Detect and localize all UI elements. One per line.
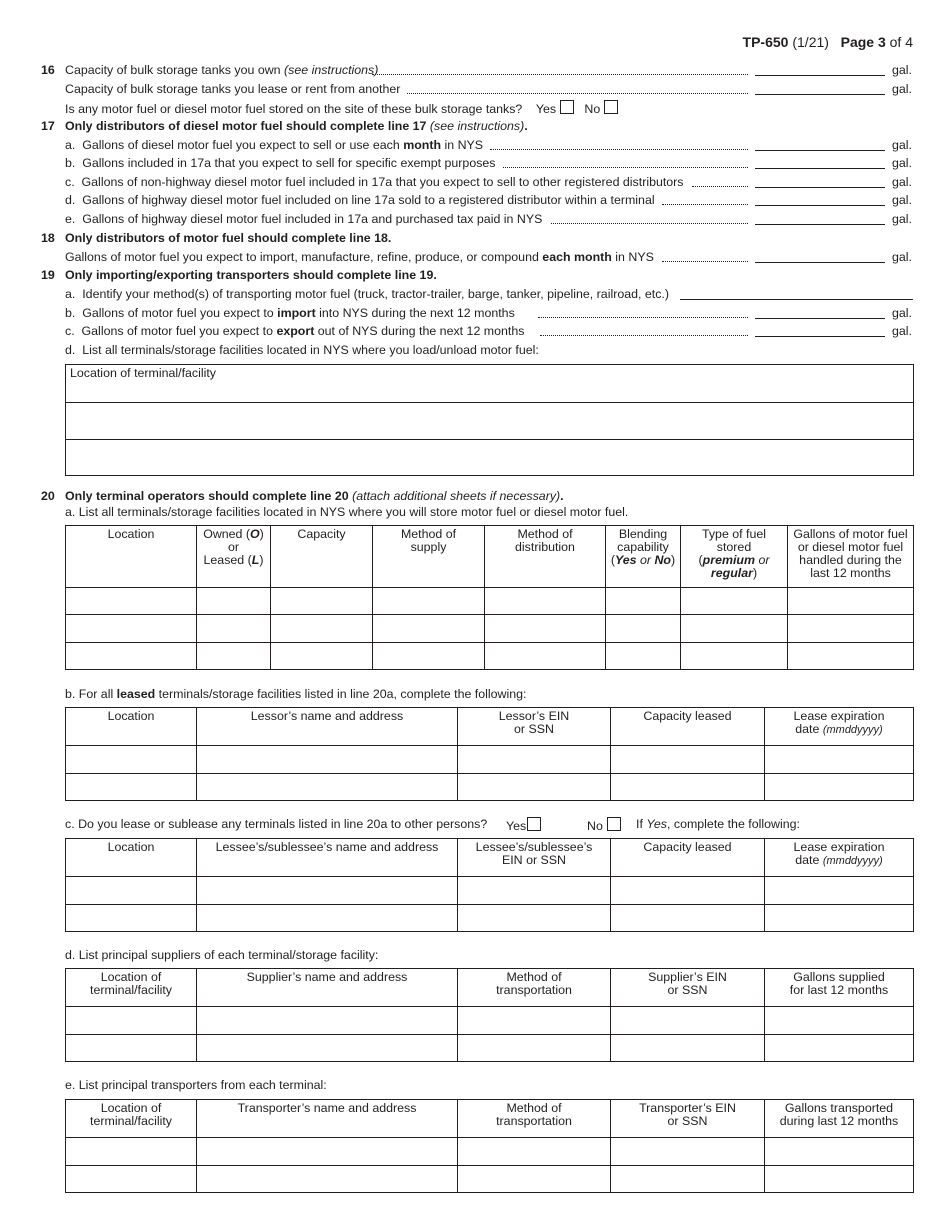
dot-leader	[407, 93, 748, 94]
line-20-heading: Only terminal operators should complete line 20 (attach additional sheets if necessary).	[65, 489, 564, 503]
yes-checkbox[interactable]	[560, 100, 574, 114]
line-16-own	[0, 63, 950, 81]
table-row[interactable]	[66, 588, 914, 615]
table-row[interactable]	[66, 615, 914, 643]
sublease-yes: Yes	[506, 817, 541, 833]
line-16-lease	[0, 82, 950, 100]
stored-question: Is any motor fuel or diesel motor fuel stored on the site of these bulk storage tanks? Yes No	[65, 100, 618, 116]
col-capacity: Capacity	[297, 527, 346, 541]
no-checkbox[interactable]	[607, 817, 621, 831]
col-location: Location	[107, 527, 155, 541]
line-19b-label: b. Gallons of motor fuel you expect to import into NYS during the next 12 months	[65, 306, 515, 320]
col-gallons: Gallons of motor fuel or diesel motor fuel handled during the last 12 months	[793, 527, 908, 580]
transporters-table	[65, 1099, 914, 1193]
col-supplier-name: Supplier’s name and address	[246, 970, 408, 984]
line-19a-label: a. Identify your method(s) of transporting motor fuel (truck, tractor-trailer, barge, tanker, pipeline, railroad, etc.)	[65, 287, 669, 301]
col-lease-expiration: Lease expiration date (mmddyyyy)	[793, 709, 885, 736]
unit-label: gal.	[892, 82, 912, 96]
line-20e	[0, 1078, 950, 1096]
dot-leader	[538, 317, 748, 318]
unit-label: gal.	[892, 175, 912, 189]
line-17c-label: c. Gallons of non-highway diesel motor fuel included in 17a that you expect to sell to other registered distributors	[65, 175, 684, 189]
line-20a-label: a. List all terminals/storage facilities located in NYS where you will store motor fuel or diesel motor fuel.	[65, 505, 629, 519]
line-16-own-label: Capacity of bulk storage tanks you own (see instructions)	[65, 63, 379, 77]
table-row[interactable]	[66, 1138, 914, 1166]
form-number: TP-650	[742, 34, 789, 50]
col-owned-leased: Owned (O) or Leased (L)	[203, 527, 264, 567]
table-header-row	[66, 969, 914, 1007]
line-19a	[0, 287, 950, 305]
line-17b-field[interactable]	[755, 168, 885, 169]
col-transporter-name: Transporter’s name and address	[237, 1101, 417, 1115]
table-row[interactable]	[66, 905, 914, 932]
lessee-table	[65, 838, 914, 932]
line-17e-label: e. Gallons of highway diesel motor fuel included in 17a and purchased tax paid in NYS	[65, 212, 543, 226]
table-row[interactable]	[66, 774, 914, 801]
line-20a	[0, 505, 950, 523]
terminals-table	[65, 525, 914, 670]
unit-label: gal.	[892, 138, 912, 152]
col-lessor-name: Lessor’s name and address	[250, 709, 404, 723]
line-18-heading: Only distributors of motor fuel should complete line 18.	[65, 231, 392, 245]
sublease-instruction: If Yes, complete the following:	[636, 817, 800, 831]
location-header: Location of terminal/facility	[70, 366, 217, 380]
line-18-gallons	[0, 250, 950, 268]
col-method-transportation: Method of transportation	[496, 1101, 572, 1128]
line-20c	[0, 817, 950, 835]
col-lessee-name: Lessee’s/sublessee’s name and address	[215, 840, 439, 854]
unit-label: gal.	[892, 63, 912, 77]
col-location-facility: Location of terminal/facility	[90, 1101, 172, 1128]
dot-leader	[490, 149, 748, 150]
line-20b	[0, 687, 950, 705]
sublease-no: No	[587, 817, 621, 833]
table-header-row	[66, 1100, 914, 1138]
table-row[interactable]	[66, 1035, 914, 1062]
line-19d-label: d. List all terminals/storage facilities located in NYS where you load/unload motor fuel:	[65, 343, 539, 357]
location-row[interactable]	[66, 440, 913, 475]
col-location: Location	[107, 840, 155, 854]
dot-leader	[372, 74, 748, 75]
dot-leader	[540, 335, 748, 336]
col-lessee-ein: Lessee’s/sublessee’s EIN or SSN	[475, 840, 593, 867]
line-17d-field[interactable]	[755, 205, 885, 206]
form-header	[743, 34, 913, 50]
line-17e-field[interactable]	[755, 224, 885, 225]
col-capacity-leased: Capacity leased	[643, 840, 732, 854]
import-gallons-field[interactable]	[755, 318, 885, 319]
transport-method-field[interactable]	[680, 299, 913, 300]
suppliers-table	[65, 968, 914, 1062]
line-17c-field[interactable]	[755, 187, 885, 188]
line-18-field[interactable]	[755, 262, 885, 263]
dot-leader	[662, 204, 748, 205]
page-total: of 4	[889, 34, 913, 50]
line-17a-label: a. Gallons of diesel motor fuel you expect to sell or use each month in NYS	[65, 138, 484, 152]
line-17d	[0, 193, 950, 211]
line-number: 20	[41, 489, 55, 503]
col-fuel-type: Type of fuel stored (premium or regular)	[698, 527, 770, 580]
line-20d-label: d. List principal suppliers of each terminal/storage facility:	[65, 948, 379, 962]
unit-label: gal.	[892, 306, 912, 320]
table-row[interactable]	[66, 746, 914, 774]
col-location: Location	[107, 709, 155, 723]
col-supplier-ein: Supplier’s EIN or SSN	[648, 970, 727, 997]
col-location-facility: Location of terminal/facility	[90, 970, 172, 997]
line-19-title	[0, 268, 950, 286]
line-16-lease-label: Capacity of bulk storage tanks you lease or rent from another	[65, 82, 401, 96]
unit-label: gal.	[892, 193, 912, 207]
col-lessor-ein: Lessor’s EIN or SSN	[498, 709, 570, 736]
line-17e	[0, 212, 950, 230]
dot-leader	[503, 167, 748, 168]
line-17-title	[0, 119, 950, 137]
dot-leader	[662, 261, 748, 262]
line-17-heading: Only distributors of diesel motor fuel should complete line 17 (see instructions).	[65, 119, 528, 133]
col-blending: Blending capability (Yes or No)	[610, 527, 676, 567]
table-row[interactable]	[66, 643, 914, 670]
table-row[interactable]	[66, 1166, 914, 1193]
table-header-row	[66, 708, 914, 746]
table-row[interactable]	[66, 877, 914, 905]
line-number: 16	[41, 63, 55, 77]
line-17a	[0, 138, 950, 156]
table-header-row	[66, 839, 914, 877]
line-18-label: Gallons of motor fuel you expect to import, manufacture, refine, produce, or compound each month in NYS	[65, 250, 654, 264]
dot-leader	[692, 186, 748, 187]
form-revision: (1/21)	[792, 34, 829, 50]
line-19d	[0, 343, 950, 361]
line-19b	[0, 306, 950, 324]
terminal-location-box	[65, 364, 914, 476]
unit-label: gal.	[892, 156, 912, 170]
line-19-heading: Only importing/exporting transporters should complete line 19.	[65, 268, 437, 282]
col-gallons-supplied: Gallons supplied for last 12 months	[789, 970, 889, 997]
line-number: 19	[41, 268, 55, 282]
line-18-title	[0, 231, 950, 249]
own-capacity-field[interactable]	[755, 75, 885, 76]
table-header-row	[66, 526, 914, 588]
table-row[interactable]	[66, 1007, 914, 1035]
unit-label: gal.	[892, 250, 912, 264]
dot-leader	[551, 223, 748, 224]
no-checkbox[interactable]	[604, 100, 618, 114]
line-20b-label: b. For all leased terminals/storage facilities listed in line 20a, complete the following:	[65, 687, 527, 701]
export-gallons-field[interactable]	[755, 336, 885, 337]
line-number: 17	[41, 119, 55, 133]
line-17c	[0, 175, 950, 193]
unit-label: gal.	[892, 212, 912, 226]
col-method-transportation: Method of transportation	[496, 970, 572, 997]
line-number: 18	[41, 231, 55, 245]
yes-checkbox[interactable]	[527, 817, 541, 831]
col-method-distribution: Method of distribution	[515, 527, 575, 554]
line-19c	[0, 324, 950, 342]
line-20e-label: e. List principal transporters from each terminal:	[65, 1078, 327, 1092]
col-gallons-transported: Gallons transported during last 12 months	[779, 1101, 899, 1128]
col-capacity-leased: Capacity leased	[643, 709, 732, 723]
line-20d	[0, 948, 950, 966]
unit-label: gal.	[892, 324, 912, 338]
location-row[interactable]	[66, 365, 913, 403]
location-row[interactable]	[66, 403, 913, 440]
line-19c-label: c. Gallons of motor fuel you expect to export out of NYS during the next 12 months	[65, 324, 525, 338]
col-lease-expiration: Lease expiration date (mmddyyyy)	[793, 840, 885, 867]
lease-capacity-field[interactable]	[755, 94, 885, 95]
col-transporter-ein: Transporter’s EIN or SSN	[639, 1101, 736, 1128]
lessor-table	[65, 707, 914, 801]
line-17a-field[interactable]	[755, 150, 885, 151]
line-16-question	[0, 100, 950, 118]
page-label: Page 3	[840, 34, 886, 50]
col-method-supply: Method of supply	[400, 527, 457, 554]
line-17b	[0, 156, 950, 174]
line-17d-label: d. Gallons of highway diesel motor fuel included on line 17a sold to a registered distributor within a terminal	[65, 193, 655, 207]
line-20c-question: c. Do you lease or sublease any terminals listed in line 20a to other persons?	[65, 817, 488, 831]
line-17b-label: b. Gallons included in 17a that you expect to sell for specific exempt purposes	[65, 156, 496, 170]
